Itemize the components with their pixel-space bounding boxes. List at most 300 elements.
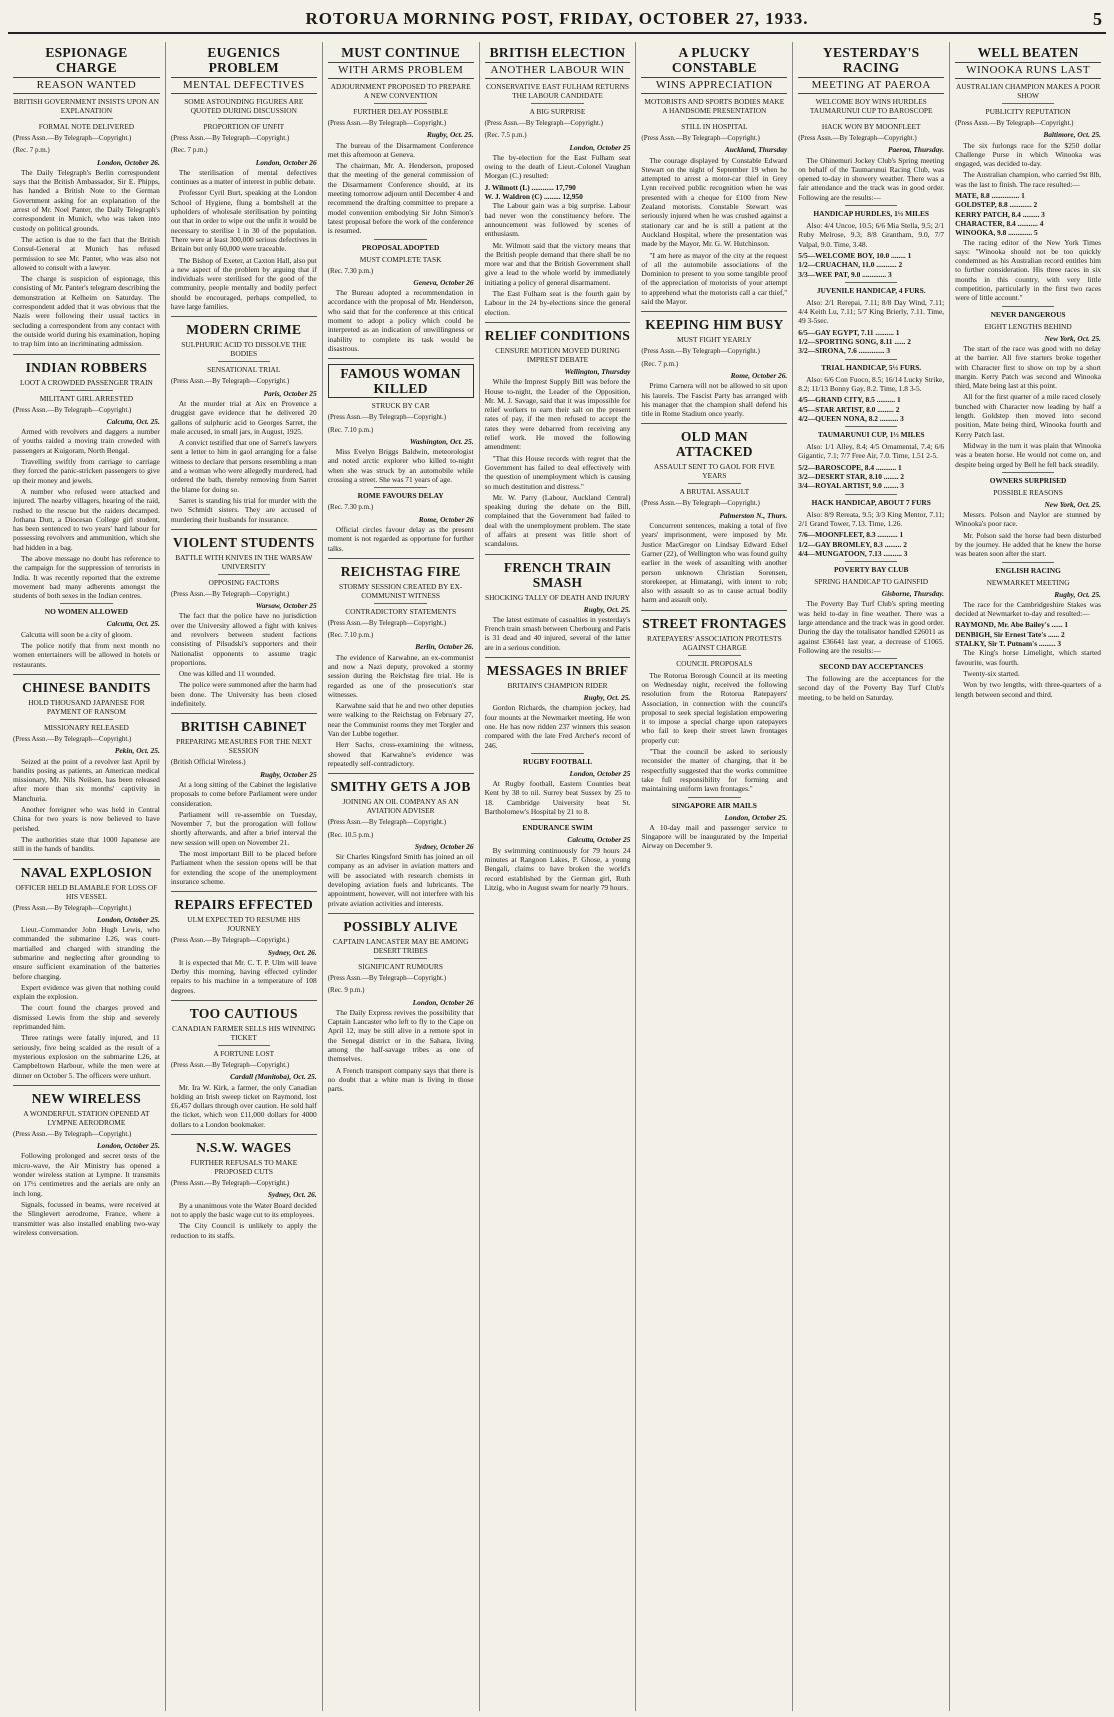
paragraph: At a long sitting of the Cabinet the legislative proposals to come before Parliament were under consideration. (170, 779, 317, 808)
article (798, 426, 944, 490)
paragraph: All for the first quarter of a mile raced closely bunched with Character now leading by half a length. Goldstep then moved into second position, Mate being third, Winooka fourth and Kerry Patch last. (955, 392, 1101, 439)
subheadline: ROME FAVOURS DELAY (357, 491, 444, 501)
press-credit: (Press Assn.—By Telegraph—Copyright.) (13, 134, 132, 142)
divider (845, 359, 898, 360)
paragraph: The sterilisation of mental defectives continues as a matter of interest in public debate. (170, 167, 317, 187)
paragraph: Armed with revolvers and daggers a number of youths raided a moving train crowded with passengers at Kuigoram, North Bengal. (13, 427, 160, 455)
deck-line: CENSURE MOTION MOVED DURING IMPREST DEBATE (495, 345, 620, 364)
deck-line: BRITISH GOVERNMENT INSISTS UPON AN EXPLANATION (13, 97, 160, 115)
dateline: London, October 26. (97, 157, 160, 167)
headline: POSSIBLY ALIVE (343, 918, 458, 934)
dateline: Berlin, October 26. (415, 642, 474, 652)
column-grid (8, 42, 1106, 1711)
paragraph: A number who refused were attacked and injured. The nearby villagers, hearing of the raid, rushed to the rescue but the raiders decamped. Jothana Dutt, a Diocesan College girl student, has been sentenced to two years' hard labour for possessing revolvers and ammunition, which she had hidden in a bag. (13, 486, 160, 552)
dateline: Rugby, Oct. 25. (426, 130, 474, 140)
paragraph: Also: 2/1 Rerepai, 7.11; 8/8 Day Wind, 7.11; 4/4 Keith Lu, 7.11; 5/7 King Brierly, 7.11. Time, 49 3-5sec. (798, 297, 945, 326)
column-1 (8, 42, 165, 1711)
divider (845, 658, 898, 659)
paragraph: One was killed and 11 wounded. (178, 669, 276, 679)
subheadline: ANOTHER LABOUR WIN (485, 62, 631, 79)
dateline: Wellington, Thursday (564, 366, 631, 376)
deck-line: OPPOSING FACTORS (208, 577, 280, 587)
paragraph: "I am here as mayor of the city at the request of all the automobile associations of the Dominion to present to you some tangible proof of the appreciation of motorists of your attempt to apprehend what the motorists call a car thief," said the Mayor. (641, 250, 788, 307)
subheadline: ENGLISH RACING (995, 565, 1061, 575)
press-credit: (Press Assn.—By Telegraph—Copyright.) (641, 347, 760, 356)
received-time: (Rec. 7 p.m.) (641, 359, 679, 368)
headline: MESSAGES IN BRIEF (486, 663, 629, 679)
dateline: Calcutta, Oct. 25. (106, 416, 160, 426)
article (485, 554, 631, 652)
paragraph: Gordon Richards, the champion jockey, had four mounts at the Newmarket meeting. He won one. He has now ridden 237 winners this season compared with the late Fred Archer's record of 246. (484, 703, 631, 750)
dateline: Baltimore, Oct. 25. (1043, 130, 1101, 140)
article (798, 45, 944, 202)
article (798, 494, 944, 558)
paragraph: Also: 1/1 Alley, 8.4; 4/5 Ornamental, 7.4; 6/6 Gigantic, 7.1; 7/7 Free Air, 7.0. Time, 1.51 2-5. (798, 442, 945, 461)
dateline: Palmerston N., Thurs. (719, 510, 788, 520)
article (13, 1085, 160, 1237)
deck-line: BRITAIN'S CHAMPION RIDER (507, 681, 608, 691)
result-line: RAYMOND, Mr. Abe Bailey's ...... 1 (955, 620, 1069, 630)
received-time: (Rec. 10.5 p.m.) (327, 830, 374, 839)
article (13, 674, 160, 854)
headline: ESPIONAGE CHARGE (45, 45, 128, 75)
divider (13, 674, 160, 675)
press-credit: (Press Assn.—By Telegraph—Copyright.) (13, 734, 132, 743)
press-credit: (Press Assn.—By Telegraph—Copyright.) (170, 936, 290, 945)
paragraph: A 10-day mail and passenger service to Singapore will be inaugurated by the Imperial Airway on December 9. (641, 822, 788, 851)
paragraph: At the murder trial at Aix en Provence a druggist gave evidence that he delivered 20 gallons of sulphuric acid to Georges Sarret, the male accused, in small jars, in August, 1925. (170, 398, 317, 436)
divider (328, 773, 474, 774)
divider (171, 1000, 317, 1001)
result-line: W. J. Waldron (C) ......... 12,950 (484, 192, 583, 202)
article (328, 358, 474, 484)
deck-line: A FORTUNE LOST (213, 1049, 275, 1058)
received-time: (Rec. 9 p.m.) (327, 986, 365, 995)
paragraph: Professor Cyril Burt, speaking at the London School of Hygiene, flung a bombshell at the upholders of wholesale sterilisation by pointing out that in order to wipe out the unfit it would be necessary to sterilise 1 in 30 of the population. There were at least 300,000 serious defectives in Britain but only 60,000 were traceable. (170, 188, 317, 254)
paragraph: Mr. Ira W. Kirk, a farmer, the only Canadian holding an Irish sweep ticket on Raymond, lost £6,457 dollars through over caution. He sold half the ticket, which won £11,000 dollars for 4000 dollars to a London bookmaker. (170, 1082, 317, 1129)
divider (171, 529, 317, 530)
divider (13, 354, 160, 355)
deck-line: CONSERVATIVE EAST FULHAM RETURNS THE LABOUR CANDIDATE (485, 82, 630, 100)
paragraph: Sarret is standing his trial for murder with the two Schmidt sisters. They are accused of murdering their husbands for insurance. (170, 495, 317, 524)
paragraph: The Australian champion, who carried 9st 8lb, was the last to finish. The race resulted:— (955, 170, 1101, 189)
headline: BRITISH ELECTION (489, 45, 626, 60)
divider (13, 1085, 160, 1086)
subheadline: MENTAL DEFECTIVES (171, 77, 317, 94)
deck-line: LOOT A CROWDED PASSENGER TRAIN (19, 377, 153, 387)
paragraph: Mr. W. Parry (Labour, Auckland Central) speaking during the debate on the Bill, complained that the Government had failed to deal with the unemployment problem. The state of affairs at present was little short of scandalous. (484, 492, 631, 549)
headline: EUGENICS PROBLEM (207, 45, 281, 75)
paragraph: At Rugby football, Eastern Counties beat Kent by 38 to nil. Surrey beat Sussex by 25 to 18. Cambridge University beat St. Bartholomew's Hospital by 21 to 8. (484, 779, 631, 817)
deck-line: ASSAULT SENT TO GAOL FOR FIVE YEARS (654, 462, 775, 481)
paragraph: Also: 6/6 Con Fuoco, 8.5; 16/14 Lucky Strike, 8.2; 11/13 Bonny Gay, 8.2. Time, 1.8 3-5. (798, 374, 945, 393)
paragraph: The City Council is unlikely to apply the reduction to its staffs. (170, 1221, 317, 1240)
article (13, 45, 160, 349)
result-line: 3/2—DESERT STAR, 8.10 ........ 2 (798, 472, 905, 482)
result-line: 1/2—GAY BROMLEY, 8.3 ......... 2 (798, 539, 907, 549)
dateline: Rugby, Oct. 25. (1054, 589, 1101, 599)
article (171, 45, 317, 311)
received-time: (Rec. 7.5 p.m.) (484, 131, 527, 140)
result-line: DENBIGH, Sir Ernest Tate's ...... 2 (955, 629, 1065, 639)
paragraph: The police were summoned after the harm had been done. The University has been closed indefinitely. (170, 680, 317, 709)
article (955, 306, 1101, 469)
article (955, 45, 1101, 303)
paragraph: Sir Charles Kingsford Smith has joined an oil company as an adviser in aviation matters and will be associated with research chemists in developing aviation fuels and lubricants. The appointment, however, will not interfere with his private aviation activities and interests. (327, 852, 474, 908)
deck-line: POSSIBLE REASONS (993, 487, 1063, 497)
divider (218, 1045, 271, 1046)
masthead-title: ROTORUA MORNING POST, FRIDAY, OCTOBER 27, 1933. (305, 9, 809, 28)
deck-line: CONTRADICTORY STATEMENTS (345, 606, 457, 616)
headline: MUST CONTINUE (341, 45, 461, 60)
article (328, 239, 474, 354)
article (485, 322, 631, 549)
paragraph: While the Imprest Supply Bill was before the House to-night, the Leader of the Opposition, Mr. M. J. Savage, said that it was impossible for relief workers to earn their salt on the present rates of pay, if the men refused to accept the rates they were debarred from receiving any relief work. He moved the following amendment: (484, 377, 631, 452)
paragraph: The Poverty Bay Turf Club's spring meeting was held to-day in fine weather. There was a large attendance and the track was in good order. During the day the totalisator handled £26011 as against £36641 last year, a decrease of £1065. Following are the results:— (798, 599, 945, 655)
press-credit: (Press Assn.—By Telegraph—Copyright.) (955, 119, 1074, 127)
headline: NEW WIRELESS (31, 1090, 142, 1106)
paragraph: "That the council be asked to seriously reconsider the matter of charging, that it be respectfully suggested that the works committee take full responsibility for forming and maintaining uniform lawn frontages." (641, 747, 788, 794)
divider (688, 655, 741, 656)
article (641, 797, 787, 851)
divider (374, 239, 427, 240)
deck-line: STILL IN HOSPITAL (681, 122, 748, 131)
paragraph: The race for the Cambridgeshire Stakes was decided at Newmarket to-day and resulted:— (955, 599, 1101, 619)
press-credit: (Press Assn.—By Telegraph—Copyright.) (641, 134, 760, 142)
paragraph: Midway in the turn it was plain that Winooka was a beaten horse. He would not come on, and despite being urged by Bell he fell back steadily. (955, 440, 1101, 469)
paragraph: The bureau of the Disarmament Conference met this afternoon at Geneva. (327, 140, 474, 159)
dateline: Calcutta, October 25 (567, 835, 631, 845)
headline: MODERN CRIME (186, 322, 302, 338)
dateline: Rugby, October 25 (260, 769, 317, 779)
dateline: London, October 26 (412, 997, 474, 1007)
dateline: Rugby, Oct. 25. (583, 693, 631, 703)
paragraph: Calcutta will soon be a city of gloom. (21, 629, 133, 639)
result-line: 6/5—GAY EGYPT, 7.11 .......... 1 (798, 327, 900, 337)
dateline: Sydney, October 26 (414, 841, 474, 851)
subheadline: TAUMARUNUI CUP, 1½ MILES (817, 430, 925, 440)
deck-line: SPRING HANDICAP TO GAINSFID (814, 577, 929, 587)
paragraph: Travelling swiftly from carriage to carriage they forced the panic-stricken passengers to give up their money and jewels. (13, 457, 160, 485)
paragraph: By swimming continuously for 79 hours 24 minutes at Rangoon Lakes, P. Ghose, a young Bengali, claims to have broken the world's record established by the German girl, Ruth Litzig, who in August swam for nearly 79 hours. (484, 845, 631, 892)
paragraph: The Bishop of Exeter, at Caxton Hall, also put a new aspect of the problem by arguing that if individuals were sterilised for the good of the community, people mentally and bodily perfect should be encouraged, perhaps compelled, to have large families. (170, 255, 317, 312)
paragraph: Concurrent sentences, making a total of five years' imprisonment, were imposed by Mr. Justice MacGregor on Lindsay Edward Edsel Garner (22), of Wellington who was found guilty earlier in the week of assaulting with another person unknown Christian Sorensen, storekeeper, at Himatangi, with intent to rob; also with assault so as to cause actual bodily harm and assault only. (641, 521, 788, 605)
divider (328, 358, 474, 359)
press-credit: (Press Assn.—By Telegraph—Copyright.) (13, 903, 132, 912)
article (13, 859, 160, 1080)
deck-line: OFFICER HELD BLAMABLE FOR LOSS OF HIS VESSEL (15, 882, 158, 901)
divider (171, 1134, 317, 1135)
divider (641, 311, 787, 312)
deck-line: ADJOURNMENT PROPOSED TO PREPARE A NEW CONVENTION (330, 82, 471, 100)
paragraph: The charge is suspicion of espionage, this consisting of Mr. Panter's telegram describing the demonstration at Kelheim on Saturday. The correspondent added that it was obvious that the Nazis were following their usual tactics in secluding a correspondent from any contact with the outside world during his examination, hoping to trap him into an incriminating admission. (13, 274, 160, 349)
result-line: 1/2—SPORTING SONG, 8.11 ...... 2 (798, 337, 911, 347)
dateline: London, October 25. (724, 812, 788, 822)
press-credit: (Press Assn.—By Telegraph—Copyright.) (327, 119, 447, 127)
divider (531, 819, 584, 820)
divider (328, 913, 474, 914)
headline: WELL BEATEN (977, 45, 1079, 60)
deck-line: STORMY SESSION CREATED BY EX-COMMUNIST WITNESS (338, 581, 463, 600)
article (955, 472, 1101, 559)
divider (328, 558, 474, 559)
paragraph: Following prolonged and secret tests of the micro-wave, the Air Ministry has opened a wonder wireless station at Lympne. It transmits on 17½ centimetres and the aerials are only an inch long. (13, 1151, 160, 1198)
paragraph: The courage displayed by Constable Edward Stewart on the night of September 19 when he attempted to arrest a motor-car thief in Grey Lynn received public recognition when he was presented with a cheque for £100 from New Zealand motorists. Constable Stewart was seriously injured when he was crushed against a stationary car and he is still a patient at the Auckland Hospital, where the presentation was made by the Mayor, Mr. G. W. Hutchinson. (641, 155, 788, 249)
result-line: 4/4—MUNGATOON, 7.13 .......... 3 (798, 548, 908, 558)
result-line: MATE, 8.8 ............... 1 (955, 191, 1025, 201)
subheadline: HANDICAP HURDLES, 1½ MILES (813, 209, 930, 219)
paragraph: The above message no doubt has reference to the campaign for the suppression of terrorists in India. It was recently reported that the extreme movement had many adherents amongst the students of both sexes in the Indian centres. (13, 553, 160, 601)
paragraph: By a unanimous vote the Water Board decided not to apply the basic wage cut to its employees. (170, 1200, 317, 1219)
press-credit: (Press Assn.—By Telegraph—Copyright.) (327, 618, 447, 627)
press-credit: (Press Assn.—By Telegraph—Copyright.) (170, 134, 290, 142)
result-line: 5/2—BAROSCOPE, 8.4 ........... 1 (798, 462, 902, 472)
divider (171, 713, 317, 714)
article (798, 205, 944, 279)
deck-line: HACK WON BY MOONFLEET (821, 122, 921, 131)
article (798, 359, 944, 423)
subheadline: MEETING AT PAEROA (798, 77, 944, 94)
dateline: Pekin, Oct. 25. (114, 746, 160, 756)
headline: A PLUCKY CONSTABLE (671, 45, 757, 75)
deck-line: A BRUTAL ASSAULT (679, 487, 750, 497)
result-line: CHARACTER, 8.4 ........... 4 (955, 218, 1044, 228)
divider (641, 610, 787, 611)
paragraph: The following are the acceptances for the second day of the Poverty Bay Turf Club's meeting, to be held on Saturday. (798, 674, 945, 702)
subheadline: NEVER DANGEROUS (990, 309, 1066, 319)
dateline: Calcutta, Oct. 25. (106, 619, 160, 629)
article (328, 487, 474, 552)
deck-line: MOTORISTS AND SPORTS BODIES MAKE A HANDSOME PRESENTATION (644, 97, 785, 115)
divider (374, 603, 427, 604)
paragraph: The fact that the police have no jurisdiction over the University allowed a fight with knives and revolvers between student factions consisting of Pilsudski's supporters and their Nationalist opponents to assume tragic proportions. (170, 611, 317, 667)
headline: BRITISH CABINET (180, 719, 307, 735)
deck-line: FURTHER REFUSALS TO MAKE PROPOSED CUTS (190, 1158, 298, 1177)
dateline: Paeroa, Thursday. (887, 145, 945, 155)
press-credit: (Press Assn.—By Telegraph—Copyright.) (327, 973, 447, 982)
subheadline: RUGBY FOOTBALL (522, 756, 593, 766)
paragraph: The racing editor of the New York Times says: "Winooka should not be too quickly condemned as his Australian record entitles him to further consideration. His three races in six months in this country, with very little competition, particularly in the first two races were of little account." (955, 237, 1101, 303)
paragraph: The court found the charges proved and dismissed Lewis from the ship and severely reprimanded him. (13, 1003, 160, 1032)
paragraph: Parliament will re-assemble on Tuesday, November 7, but the prorogation will follow shortly afterwards, and after a brief interval the new session will open on November 21. (170, 809, 317, 847)
divider (1002, 472, 1055, 473)
paragraph: The Daily Express revives the possibility that Captain Lancaster who left to fly to the Cape on April 12, may be still alive in a remote spot in the Senegal district or in the Sahara, living among the half-savage tribes as one of themselves. (327, 1007, 474, 1064)
deck-line: WELCOME BOY WINS HURDLES TAUMARUNUI CUP TO BAROSCOPE (809, 97, 933, 115)
divider (845, 118, 898, 119)
article (328, 913, 474, 1094)
paragraph: The Rotorua Borough Council at its meeting on Wednesday night, received the following resolution from the Rotorua Ratepayers' Association, in connection with the council's proposal to seek special legislation empowering it to impose a special charge upon ratepayers who fail to keep their street lawn frontages properly cut: (641, 670, 788, 745)
result-line: WINOOKA, 9.8 ............. 5 (955, 228, 1038, 238)
subheadline: ENDURANCE SWIM (522, 823, 593, 833)
deck-line: PUBLICITY REPUTATION (985, 107, 1071, 116)
dateline: New York, Oct. 25. (1044, 499, 1101, 509)
dateline: Sydney, Oct. 26. (267, 947, 317, 957)
paragraph: Miss Evelyn Briggs Baldwin, meteorologist and noted arctic explorer who killed to-night when she was struck by an automobile while crossing a street. She was 71 years of age. (327, 447, 474, 485)
divider (531, 103, 584, 104)
divider (1002, 103, 1055, 104)
result-line: 4/2—QUEEN NONA, 8.2 .......... 3 (798, 413, 904, 423)
dateline: Auckland, Thursday (724, 145, 788, 155)
headline: NAVAL EXPLOSION (20, 864, 152, 880)
dateline: London, October 26 (255, 157, 317, 167)
subheadline: OWNERS SURPRISED (989, 475, 1067, 485)
paragraph: A convict testified that one of Sarret's lawyers sent a letter to him in gaol arranging for a false witness to declare that persons resembling a man and a woman who were allegedly murdered, had ordered the bath, thereby removing from Sarret the blame for doing so. (170, 438, 317, 494)
article (485, 819, 631, 892)
press-credit: (British Official Wireless.) (170, 758, 246, 767)
dateline: Paris, October 25 (263, 388, 317, 398)
subheadline: JUVENILE HANDICAP, 4 FURS. (816, 285, 926, 295)
column-2 (165, 42, 322, 1711)
article (171, 1000, 317, 1129)
subheadline: TRIAL HANDICAP, 5½ FURS. (821, 362, 922, 372)
paragraph: Mr. Wilmott said that the victory means that the British people demand that there shall be no more war and that the British Government shall give a lead to the whole world by immediately initiating a policy of general disarmament. (484, 240, 631, 287)
article (641, 423, 787, 604)
dateline: Sydney, Oct. 26. (267, 1190, 317, 1200)
received-time: (Rec. 7.30 p.m.) (327, 266, 374, 275)
dateline: Gisborne, Thursday. (881, 589, 945, 599)
divider (1002, 306, 1055, 307)
dateline: Cardall (Manitoba), Oct. 25. (230, 1072, 317, 1082)
result-line: 3/3—WEE PAT, 9.0 ............. 3 (798, 269, 892, 279)
press-credit: (Press Assn.—By Telegraph—Copyright.) (170, 1179, 290, 1188)
dateline: Rugby, Oct. 25. (583, 604, 631, 614)
divider (374, 487, 427, 488)
headline: KEEPING HIM BUSY (645, 317, 784, 333)
paragraph: The King's horse Limelight, which started favourite, was fourth. (955, 648, 1101, 667)
article (641, 610, 787, 794)
paragraph: Karwahne said that he and two other deputies were walking to the Reichstag on February 27, near the Communist rooms they met Torgler and Van der Lubbe together. (327, 701, 474, 739)
received-time: (Rec. 7.10 p.m.) (327, 631, 374, 640)
divider (218, 118, 271, 119)
divider (374, 103, 427, 104)
paragraph: The action is due to the fact that the British Consul-General at Munich has refused permission to see Mr. Panter, who was also not allowed to consult with a lawyer. (13, 234, 160, 272)
article (171, 713, 317, 886)
divider (60, 603, 113, 604)
divider (1002, 562, 1055, 563)
article (328, 558, 474, 768)
result-line: STALKY, Sir T. Putnam's ......... 3 (955, 639, 1062, 649)
subheadline: SECOND DAY ACCEPTANCES (819, 662, 924, 672)
dateline: Warsaw, October 25 (255, 601, 317, 611)
subheadline: HACK HANDICAP, ABOUT 7 FURS (811, 497, 931, 507)
paragraph: Official circles favour delay as the present moment is not regarded as opportune for further talks. (327, 524, 474, 553)
divider (845, 426, 898, 427)
paragraph: A French transport company says that there is no doubt that a white man is living in those parts. (327, 1065, 474, 1094)
press-credit: (Press Assn.—By Telegraph—Copyright.) (641, 499, 760, 508)
deck-line: COUNCIL PROPOSALS (676, 658, 753, 668)
paragraph: The latest estimate of casualties in yesterday's French train smash between Cherbourg and Paris is 31 dead and 40 injured, several of the latter are in a serious condition. (484, 614, 631, 652)
deck-line: MISSIONARY RELEASED (43, 722, 129, 732)
article (641, 45, 787, 306)
deck-line: A WONDERFUL STATION OPENED AT LYMPNE AERODROME (23, 1108, 150, 1127)
column-5 (635, 42, 792, 1711)
deck-line: BATTLE WITH KNIVES IN THE WARSAW UNIVERSITY (175, 552, 313, 571)
dateline: Geneva, October 26 (413, 277, 474, 287)
article (798, 658, 944, 702)
paragraph: The six furlongs race for the $250 dollar Challenge Purse in which Winooka was engaged, was decided to-day. (955, 140, 1101, 169)
headline: STREET FRONTAGES (642, 615, 787, 631)
received-time: (Rec. 7.10 p.m.) (327, 425, 374, 434)
deck-line: SULPHURIC ACID TO DISSOLVE THE BODIES (181, 340, 307, 359)
deck-line: PREPARING MEASURES FOR THE NEXT SESSION (176, 737, 312, 756)
paragraph: Another foreigner who was held in Central China for two years is now believed to have perished. (13, 805, 160, 833)
article (171, 529, 317, 709)
paragraph: Won by two lengths, with three-quarters of a length between second and third. (955, 680, 1101, 699)
divider (485, 657, 631, 658)
paragraph: The Daily Telegraph's Berlin correspondent says that the British Ambassador, Sir E. Phipps, has handed a British Note to the German Government asking for an explanation of the arrest of Mr. Noel Panter, the Daily Telegraph's correspondent in Munich, who was taken into custody on political grounds. (13, 167, 160, 233)
subheadline: WINOOKA RUNS LAST (955, 62, 1101, 79)
deck-line: SIGNIFICANT RUMOURS (358, 961, 443, 971)
result-line: 4/5—GRAND CITY, 8.5 .......... 1 (798, 395, 901, 405)
divider (60, 719, 113, 720)
press-credit: (Press Assn.—By Telegraph—Copyright.) (13, 405, 132, 414)
divider (171, 316, 317, 317)
subheadline: SINGAPORE AIR MAILS (671, 800, 757, 810)
subheadline: PROPOSAL ADOPTED (361, 242, 440, 252)
dateline: Rome, October 26 (418, 514, 474, 524)
paragraph: The chairman, Mr. A. Henderson, proposed that the meeting of the general commission of the Disarmament Conference should, at its meeting tomorrow adjourn until December 4 and recommend the drafting committee to prepare a model convention embodying Sir John Simon's latest proposal before the work of the conference is resumed. (327, 161, 474, 236)
result-line: 1/2—CRUACHAN, 11.0 ........... 2 (798, 260, 903, 270)
deck-line: CANADIAN FARMER SELLS HIS WINNING TICKET (172, 1024, 316, 1042)
divider (845, 561, 898, 562)
paragraph: The most important Bill to be placed before Parliament when the session opens will be that for extending the scope of the unemployment insurance scheme. (170, 849, 317, 886)
paragraph: Herr Sachs, cross-examining the witness, showed that Karwahne's evidence was repeatedly self-contradictory. (327, 740, 474, 768)
result-line: 4/5—STAR ARTIST, 8.0 ......... 2 (798, 404, 900, 414)
headline: CHINESE BANDITS (22, 679, 151, 695)
press-credit: (Press Assn.—By Telegraph—Copyright.) (13, 1129, 132, 1138)
dateline: London, October 25. (97, 914, 160, 924)
paragraph: The authorities state that 1000 Japanese are still in the hands of bandits. (13, 834, 160, 854)
paragraph: Expert evidence was given that nothing could explain the explosion. (13, 982, 160, 1002)
headline: RELIEF CONDITIONS (484, 327, 631, 343)
deck-line: SOME ASTOUNDING FIGURES ARE QUOTED DURING DISCUSSION (184, 97, 304, 115)
column-6 (792, 42, 949, 1711)
article (171, 1134, 317, 1240)
headline: VIOLENT STUDENTS (173, 534, 315, 550)
subheadline: NO WOMEN ALLOWED (44, 607, 129, 617)
divider (688, 118, 741, 119)
press-credit: (Press Assn.—By Telegraph—Copyright.) (327, 818, 447, 827)
article (13, 354, 160, 601)
deck-line: SHOCKING TALLY OF DEATH AND INJURY (484, 592, 631, 602)
column-4 (479, 42, 636, 1711)
divider (531, 753, 584, 754)
dateline: Rome, October 26. (730, 370, 788, 380)
deck-line: STRUCK BY CAR (371, 401, 430, 411)
paragraph: The Bureau adopted a recommendation in accordance with the proposal of Mr. Henderson, who said that for the conference at this critical moment to adopt a policy which could be interpreted as an indication of unwillingness or inability to complete its task would be disastrous. (327, 288, 474, 353)
paragraph: Primo Carnera will not be allowed to sit upon his laurels. The Fascist Party has arranged with his manager that the champion shall defend his title in Rome Stadium once yearly. (641, 381, 788, 419)
deck-line: MUST FIGHT YEARLY (677, 335, 752, 345)
deck-line: MILITANT GIRL ARRESTED (39, 393, 134, 403)
column-7 (949, 42, 1106, 1711)
divider (641, 423, 787, 424)
paragraph: Mr. Polson said the horse had been disturbed by the journey. He added that he knew the horse was beaten soon after the start. (955, 530, 1101, 559)
divider (374, 958, 427, 959)
headline: N.S.W. WAGES (196, 1140, 292, 1156)
deck-line: FURTHER DELAY POSSIBLE (353, 107, 449, 116)
deck-line: HOLD THOUSAND JAPANESE FOR PAYMENT OF RANSOM (28, 697, 145, 716)
paragraph: The by-election for the East Fulham seat owing to the death of Lieut.-Colonel Vaughan Morgan (C.) resulted: (484, 152, 631, 181)
headline: FRENCH TRAIN SMASH (503, 559, 612, 590)
column-3 (322, 42, 479, 1711)
divider (845, 205, 898, 206)
result-line: 3/4—ROYAL ARTIST, 9.0 ........ 3 (798, 481, 904, 491)
deck-line: ULM EXPECTED TO RESUME HIS JOURNEY (187, 915, 301, 934)
article (798, 282, 944, 356)
article (641, 311, 787, 418)
result-line: 3/2—SIRONA, 7.6 .............. 3 (798, 346, 891, 356)
paragraph: Three ratings were fatally injured, and 11 seriously, five being scalded as the result of a mysterious explosion on the submarine L26, at Campbeltown Harbour, while the men were at dinner on October 5. The officers were unhurt. (13, 1033, 160, 1080)
